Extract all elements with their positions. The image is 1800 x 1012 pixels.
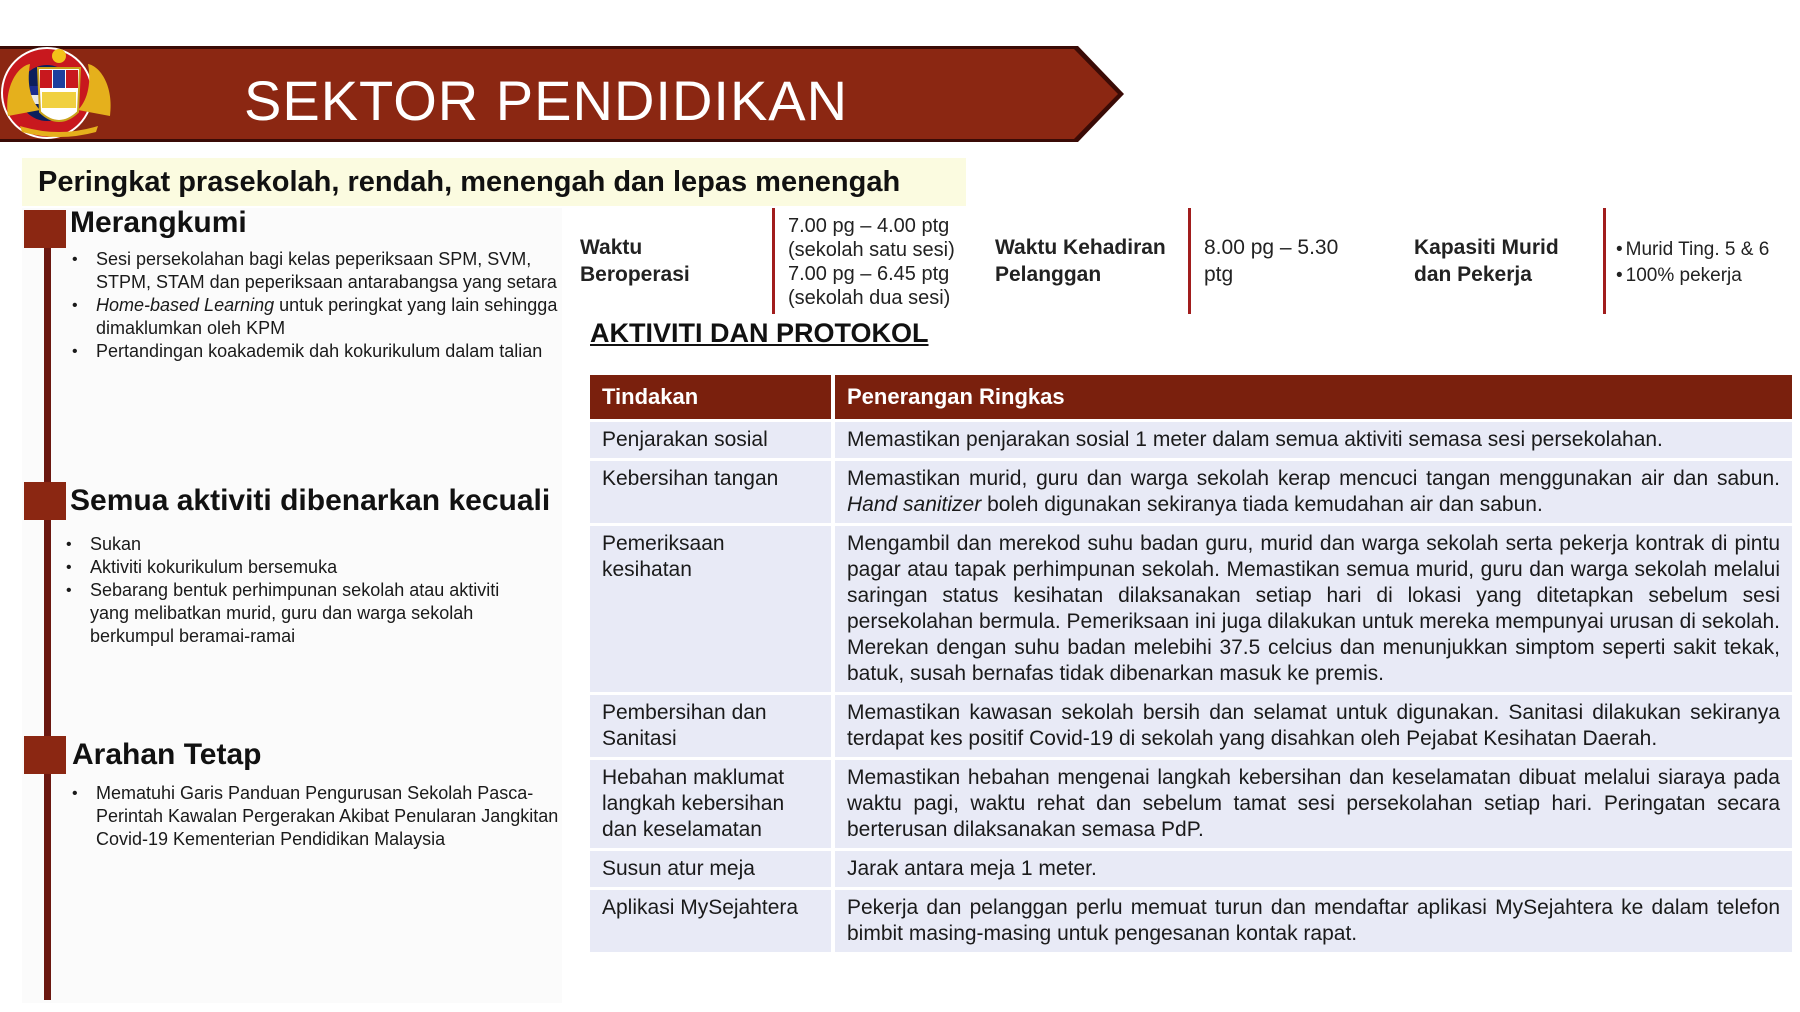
header-banner (0, 46, 1125, 144)
action-cell: Kebersihan tangan (590, 461, 835, 523)
arahan-list (70, 782, 560, 851)
table-row (590, 526, 1792, 692)
action-cell: Penjarakan sosial (590, 422, 835, 458)
divider (772, 208, 775, 314)
table-row (590, 461, 1792, 523)
timeline-marker (24, 736, 66, 774)
description-cell: Memastikan penjarakan sosial 1 meter dalam semua aktiviti semasa sesi persekolahan. (835, 422, 1792, 458)
table-row (590, 422, 1792, 458)
description-cell: Memastikan kawasan sekolah bersih dan selamat untuk digunakan. Sanitasi dilakukan sekiranya terdapat kes positif Covid-19 di sekolah yang disahkan oleh Pejabat Kesihatan Daerah. (835, 695, 1792, 757)
subtitle-banner: Peringkat prasekolah, rendah, menengah dan lepas menengah (22, 158, 966, 206)
action-cell: Susun atur meja (590, 851, 835, 887)
timeline-line (44, 216, 51, 1000)
kapasiti-label: Kapasiti Murid dan Pekerja (1414, 236, 1559, 286)
action-cell: Hebahan maklumat langkah kebersihan dan keselamatan (590, 760, 835, 848)
table-row (590, 760, 1792, 848)
section-title-merangkumi: Merangkumi (70, 206, 247, 239)
protocol-table (590, 372, 1792, 955)
table-row (590, 890, 1792, 952)
list-item: • Sebarang bentuk perhimpunan sekolah atau aktiviti yang melibatkan murid, guru dan warga sekolah berkumpul beramai-ramai (64, 579, 534, 648)
list-item: • Pertandingan koakademik dah kokurikulum dalam talian (70, 340, 560, 363)
description-cell: Memastikan hebahan mengenai langkah kebersihan dan keselamatan dibuat melalui siaraya pada waktu pagi, waktu rehat dan sebelum tamat sesi persekolahan setiap hari. Peringatan secara berterusan dilaksanakan semasa PdP. (835, 760, 1792, 848)
kecuali-list (64, 533, 534, 648)
kapasiti-list (1616, 237, 1769, 289)
activities-title: AKTIVITI DAN PROTOKOL (590, 318, 929, 348)
description-cell: Pekerja dan pelanggan perlu memuat turun dan mendaftar aplikasi MySejahtera ke dalam telefon bimbit masing-masing untuk pengesanan kontak rapat. (835, 890, 1792, 952)
divider (1603, 208, 1606, 314)
waktu-beroperasi-label: Waktu Beroperasi (580, 236, 690, 286)
description-cell: Jarak antara meja 1 meter. (835, 851, 1792, 887)
waktu-kehadiran-label: Waktu Kehadiran Pelanggan (995, 236, 1166, 286)
section-title-kecuali: Semua aktiviti dibenarkan kecuali (70, 484, 551, 517)
description-cell: Mengambil dan merekod suhu badan guru, murid dan warga sekolah serta pekerja kontrak di pintu pagar atau tapak perhimpunan sekolah. Memastikan semua murid, guru dan warga sekolah melalui saringan status kesihatan dilaksanakan setiap hari di lokasi yang ditetapkan sebelum sesi persekolahan bermula. Pemeriksaan ini juga dilakukan untuk mereka mempunyai urusan di sekolah. Merekan dengan suhu badan melebihi 37.5 celcius dan menunjukkan simptom seperti sakit tekak, batuk, susah bernafas tidak dibenarkan masuk ke premis. (835, 526, 1792, 692)
table-header-row (590, 375, 1792, 419)
waktu-beroperasi-value: 7.00 pg – 4.00 ptg (sekolah satu sesi) 7.00 pg – 6.45 ptg (sekolah dua sesi) (788, 215, 955, 309)
divider (1188, 208, 1191, 314)
description-cell: Memastikan murid, guru dan warga sekolah kerap mencuci tangan menggunakan air dan sabun. Hand sanitizer boleh digunakan sekiranya tiada kemudahan air dan sabun. (835, 461, 1792, 523)
table-row (590, 695, 1792, 757)
page-title: SEKTOR PENDIDIKAN (244, 69, 849, 132)
list-item: • Mematuhi Garis Panduan Pengurusan Sekolah Pasca-Perintah Kawalan Pergerakan Akibat Penularan Jangkitan Covid-19 Kementerian Pendidikan Malaysia (70, 782, 560, 851)
list-item: • 100% pekerja (1616, 263, 1769, 289)
table-row (590, 851, 1792, 887)
section-title-arahan: Arahan Tetap (72, 738, 262, 771)
timeline-marker (24, 210, 66, 248)
column-header-penerangan: Penerangan Ringkas (835, 375, 1792, 419)
column-header-tindakan: Tindakan (590, 375, 835, 419)
action-cell: Aplikasi MySejahtera (590, 890, 835, 952)
action-cell: Pemeriksaan kesihatan (590, 526, 835, 692)
coat-of-arms-icon (0, 46, 118, 140)
list-item: • Home-based Learning untuk peringkat yang lain sehingga dimaklumkan oleh KPM (70, 294, 560, 340)
timeline-marker (24, 482, 66, 520)
list-item: • Murid Ting. 5 & 6 (1616, 237, 1769, 263)
list-item: • Sesi persekolahan bagi kelas peperiksaan SPM, SVM, STPM, STAM dan peperiksaan antarabangsa yang setara (70, 248, 560, 294)
list-item: • Aktiviti kokurikulum bersemuka (64, 556, 534, 579)
action-cell: Pembersihan dan Sanitasi (590, 695, 835, 757)
list-item: • Sukan (64, 533, 534, 556)
waktu-kehadiran-value: 8.00 pg – 5.30 ptg (1204, 236, 1339, 286)
merangkumi-list (70, 248, 560, 363)
